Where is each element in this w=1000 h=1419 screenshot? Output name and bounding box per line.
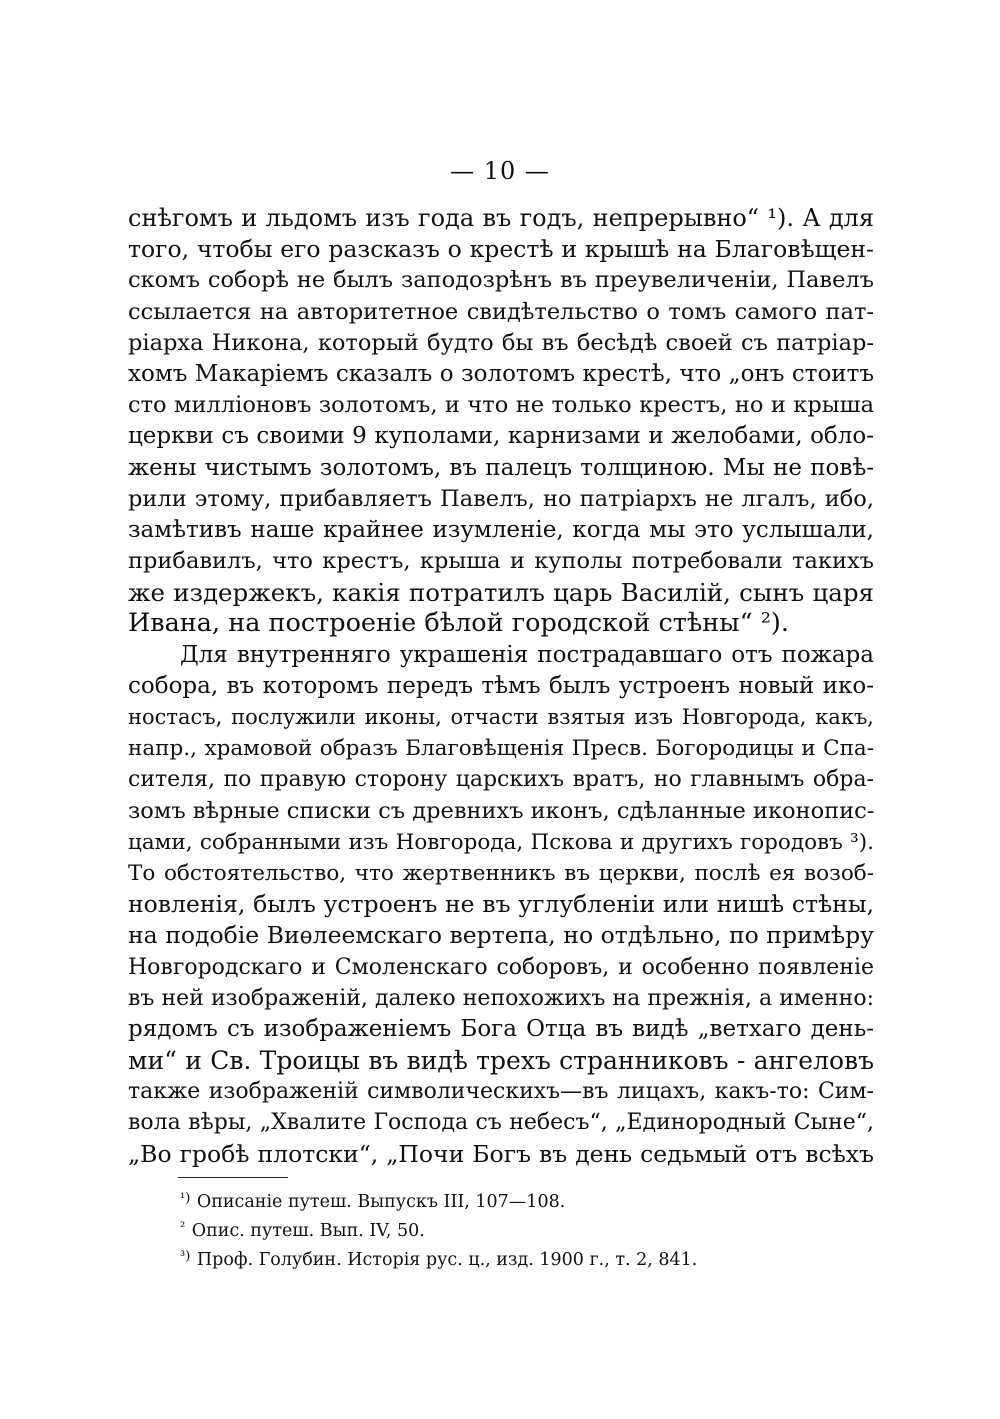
text-line: сителя, по правую сторону царскихъ вратъ, но главнымъ обра- [128, 767, 874, 793]
text-line: ріарха Никона, который будто бы въ бесѣдѣ своей съ патріар- [128, 329, 874, 356]
text-line: зомъ вѣрные списки съ древнихъ иконъ, сдѣланные иконопис- [128, 797, 875, 824]
text-line: напр., храмовой образъ Благовѣщенія Пресв. Богородицы и Спа- [128, 736, 874, 762]
text-line: цами, собранными изъ Новгорода, Пскова и другихъ городовъ ³). [128, 829, 874, 855]
text-line: ссылается на авторитетное свидѣтельство о томъ самого пат- [128, 298, 874, 325]
footnotes [180, 1186, 880, 1273]
footnote [180, 1186, 880, 1215]
text-line: скомъ соборѣ не былъ заподозрѣнъ въ преувеличеніи, Павелъ [128, 267, 874, 294]
page-number: — 10 — [450, 157, 550, 185]
footnote-text: Проф. Голубин. Исторія рус. ц., изд. 1900 г., т. 2, 841. [196, 1250, 698, 1270]
footnote-separator [178, 1177, 288, 1178]
text-line: сто милліоновъ золотомъ, и что не только крестъ, но и крыша [128, 392, 874, 419]
text-line: хомъ Макаріемъ сказалъ о золотомъ крестѣ, что „онъ стоитъ [128, 360, 874, 387]
text-line: „Во гробѣ плотски“, „Почи Богъ въ день седьмый отъ всѣхъ [128, 1139, 874, 1168]
text-line: Новгородскаго и Смоленскаго соборовъ, и особенно появленіе [128, 954, 874, 980]
text-line: ми“ и Св. Троицы въ видѣ трехъ странниковъ - ангеловъ [128, 1046, 874, 1076]
footnote-text: Опис. путеш. Вып. IV, 50. [191, 1221, 425, 1241]
text-line: того, чтобы его разсказъ о крестѣ и крышѣ на Благовѣщен- [128, 235, 874, 264]
footnote [180, 1215, 880, 1244]
footnote-mark: ² [180, 1220, 186, 1235]
text-line: прибавилъ, что крестъ, крыша и куполы потребовали такихъ [128, 548, 874, 575]
text-line: вола вѣры, „Хвалите Господа съ небесъ“, „Единородный Сыне“, [128, 1110, 874, 1136]
text-line: новленія, былъ устроенъ не въ углубленіи или нишѣ стѣны, [128, 890, 874, 919]
text-line: рили этому, прибавляетъ Павелъ, но патріархъ не лгалъ, ибо, [128, 485, 874, 512]
text-line: жены чистымъ золотомъ, въ палецъ толщиною. Мы не повѣ- [128, 454, 874, 481]
text-line: въ ней изображеній, далеко непохожихъ на прежнія, а именно: [128, 985, 874, 1011]
footnote-mark: ¹) [180, 1191, 191, 1206]
text-line: То обстоятельство, что жертвенникъ въ церкви, послѣ ея возоб- [128, 860, 874, 886]
footnote [180, 1244, 880, 1273]
text-line: также изображеній символическихъ—въ лицахъ, какъ-то: Сим- [128, 1079, 874, 1105]
text-line: ностасъ, послужили иконы, отчасти взятыя изъ Новгорода, какъ, [128, 705, 874, 729]
text-line: замѣтивъ наше крайнее изумленіе, когда мы это услышали, [128, 516, 874, 543]
text-line: церкви съ своими 9 куполами, карнизами и желобами, обло- [128, 423, 874, 450]
text-line: Ивана, на построеніе бѣлой городской стѣны“ ²). [128, 608, 789, 639]
text-line: же издержекъ, какія потратилъ царь Василій, сынъ царя [128, 578, 874, 608]
footnote-mark: ³) [180, 1249, 191, 1264]
text-line: Для внутренняго украшенія пострадавшаго отъ пожара [180, 641, 874, 668]
text-line: рядомъ съ изображеніемъ Бога Отца въ видѣ „ветхаго день- [128, 1015, 874, 1042]
text-line: снѣгомъ и льдомъ изъ года въ годъ, непрерывно“ ¹). А для [128, 204, 874, 232]
text-line: собора, въ которомъ передъ тѣмъ былъ устроенъ новый ико- [128, 672, 874, 699]
text-line: на подобіе Виѳлеемскаго вертепа, но отдѣльно, по примѣру [128, 921, 874, 950]
footnote-text: Описаніе путеш. Выпускъ III, 107—108. [196, 1192, 566, 1212]
body-text [128, 203, 874, 1170]
